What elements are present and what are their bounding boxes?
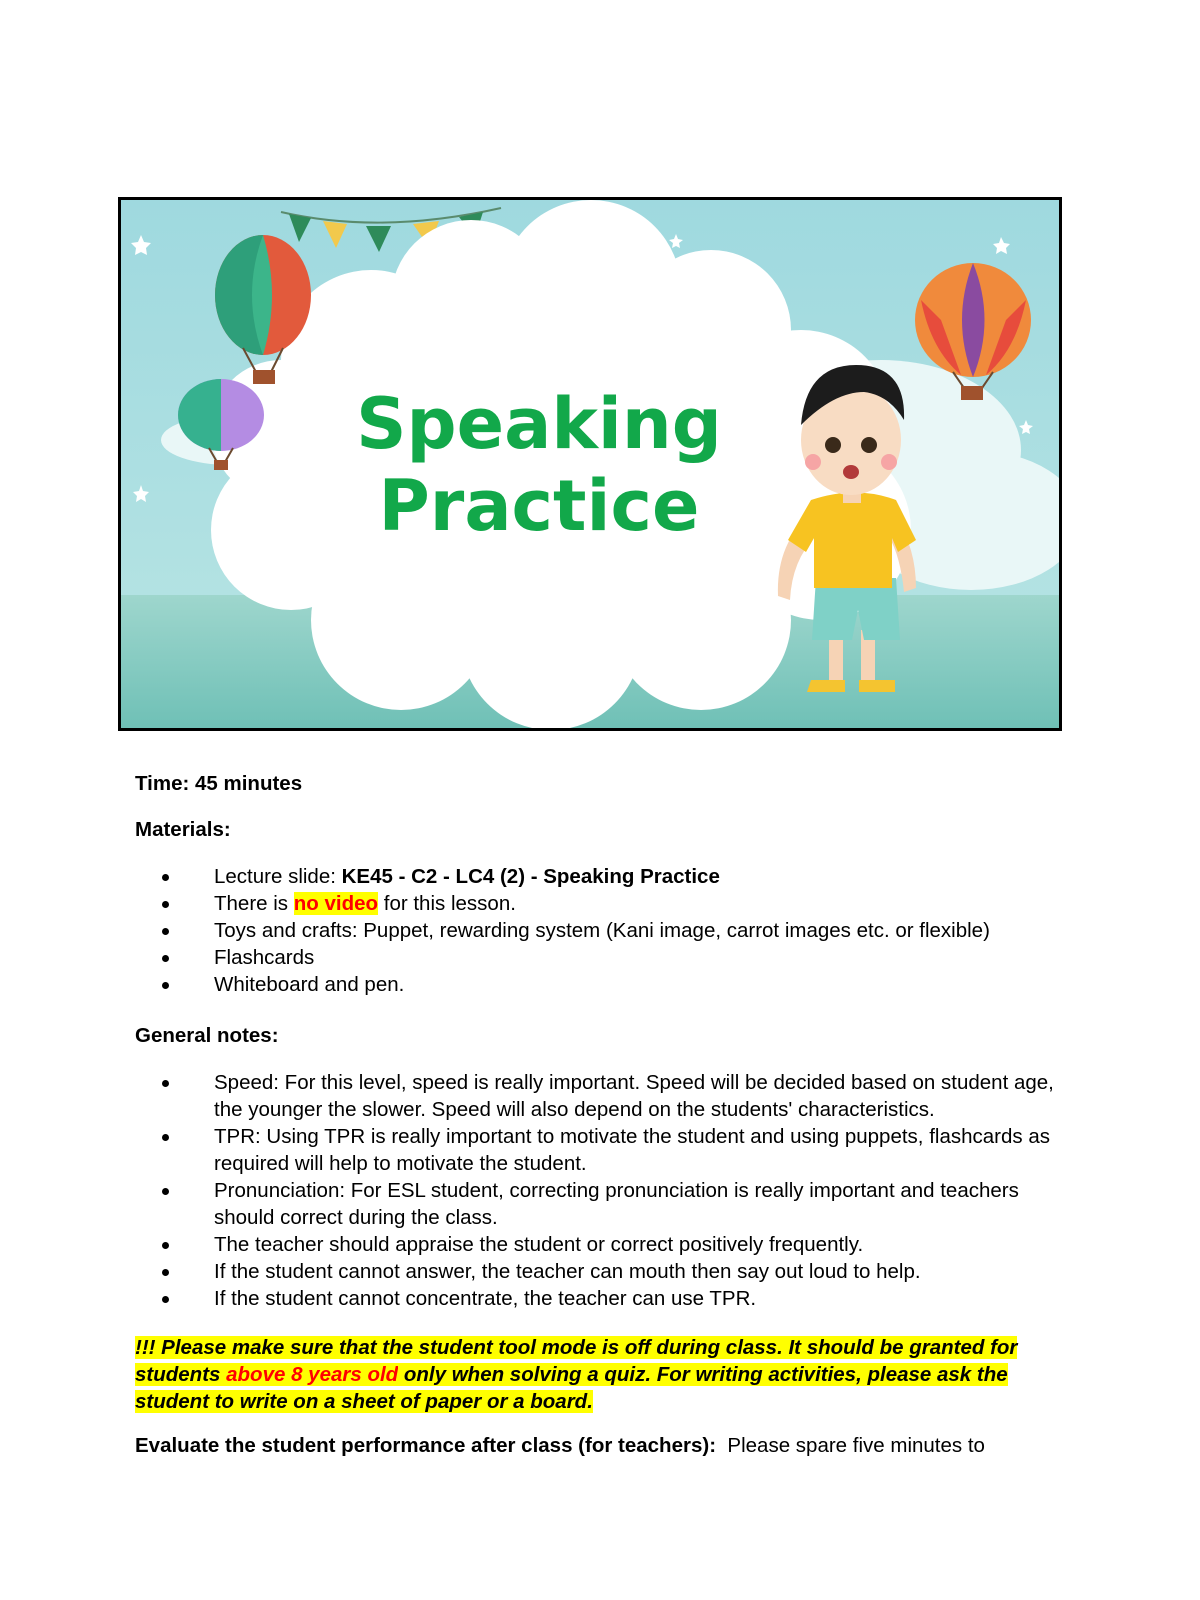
no-video-highlight: no video bbox=[293, 892, 379, 915]
evaluate-heading: Evaluate the student performance after class (for teachers): bbox=[135, 1434, 717, 1457]
list-item: Speed: For this level, speed is really important. Speed will be decided based on student age, the younger the slower. Speed will also depend on the students' characteristics. bbox=[135, 1069, 1075, 1123]
list-item: Pronunciation: For ESL student, correcting pronunciation is really important and teachers should correct during the class. bbox=[135, 1177, 1075, 1231]
list-item: There is no video for this lesson. bbox=[135, 890, 1075, 917]
list-item: The teacher should appraise the student or correct positively frequently. bbox=[135, 1231, 1075, 1258]
general-notes-heading: General notes: bbox=[135, 1024, 279, 1047]
student-tool-warning: !!! Please make sure that the student tool mode is off during class. It should be granted for students above 8 years old only when solving a quiz. For writing activities, please ask the student to write on a sheet of paper or a board. bbox=[135, 1336, 1018, 1413]
list-item: If the student cannot answer, the teacher can mouth then say out loud to help. bbox=[135, 1258, 1075, 1285]
list-item: Lecture slide: KE45 - C2 - LC4 (2) - Speaking Practice bbox=[135, 863, 1075, 890]
list-item: Toys and crafts: Puppet, rewarding system (Kani image, carrot images etc. or flexible) bbox=[135, 917, 1075, 944]
banner-illustration bbox=[121, 200, 1059, 728]
evaluate-note bbox=[135, 1432, 1075, 1459]
lesson-content bbox=[135, 770, 1075, 1459]
evaluate-text: Please spare five minutes to bbox=[716, 1434, 985, 1457]
materials-list bbox=[135, 863, 1075, 998]
list-item: If the student cannot concentrate, the teacher can use TPR. bbox=[135, 1285, 1075, 1312]
banner-title-line2: Practice bbox=[378, 465, 700, 547]
materials-heading: Materials: bbox=[135, 818, 231, 841]
lesson-banner bbox=[118, 197, 1062, 731]
list-item: Flashcards bbox=[135, 944, 1075, 971]
general-notes-list bbox=[135, 1069, 1075, 1312]
time-label: Time: 45 minutes bbox=[135, 772, 303, 795]
banner-title-line1: Speaking bbox=[356, 383, 722, 465]
lecture-slide-name: KE45 - C2 - LC4 (2) - Speaking Practice bbox=[341, 865, 720, 888]
list-item: Whiteboard and pen. bbox=[135, 971, 1075, 998]
age-highlight: above 8 years old bbox=[226, 1363, 399, 1386]
list-item: TPR: Using TPR is really important to motivate the student and using puppets, flashcards as required will help to motivate the student. bbox=[135, 1123, 1075, 1177]
